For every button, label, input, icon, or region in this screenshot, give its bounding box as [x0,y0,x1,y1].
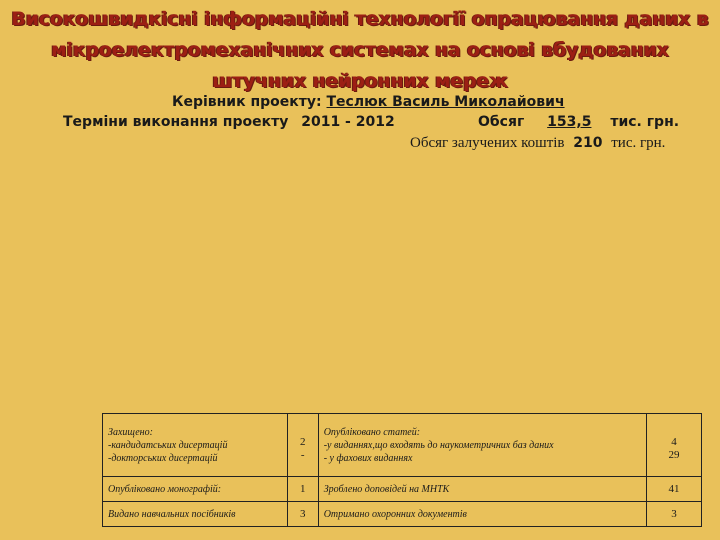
project-volume-label: Обсяг [478,114,525,130]
attracted-funds [410,135,665,152]
project-terms-value: 2011 - 2012 [301,114,395,130]
cell-line: Опубліковано статей: [323,426,421,438]
attracted-funds-label: Обсяг залучених коштів [410,135,565,151]
monographs-value: 1 [287,477,318,502]
cell-value: 4 [671,436,677,448]
patents-value: 3 [647,502,702,527]
table-row [103,414,702,477]
project-volume [478,114,679,130]
project-leader-name: Теслюк Василь Миколайович [326,94,565,110]
table-row [103,502,702,527]
project-leader-label: Керівник проекту: [172,94,322,110]
project-title-line-3: штучних нейронних мереж [212,70,508,92]
defended-theses-cell [103,414,288,477]
project-terms [63,114,395,130]
table-row [103,477,702,502]
published-articles-values [647,414,702,477]
textbooks-value: 3 [287,502,318,527]
cell-line: -кандидатських дисертацій [108,439,228,451]
attracted-funds-unit: тис. грн. [611,135,666,151]
cell-value: - [300,449,305,461]
cell-line: -докторських дисертацій [108,452,218,464]
defended-theses-values [287,414,318,477]
project-title-line-2: мікроелектромеханічних системах на основі вбудованих [51,39,669,61]
results-table [102,413,702,527]
textbooks-label: Видано навчальних посібників [103,502,288,527]
cell-value: 2 [299,436,306,448]
patents-label: Отримано охоронних документів [318,502,646,527]
project-title [10,4,710,97]
cell-line: Захищено: [108,426,153,438]
cell-line: - у фахових виданнях [323,452,413,464]
cell-line: -у виданнях,що входять до наукометричних баз даних [323,439,554,451]
project-volume-unit: тис. грн. [610,114,680,130]
project-leader [172,94,565,110]
reports-value: 41 [647,477,702,502]
project-volume-value: 153,5 [547,114,592,130]
project-title-line-1: Високошвидкісні інформаційні технології опрацювання даних в [11,8,709,30]
attracted-funds-value: 210 [573,135,603,151]
reports-label: Зроблено доповідей на МНТК [318,477,646,502]
published-articles-cell [318,414,646,477]
cell-value: 29 [668,449,680,461]
monographs-label: Опубліковано монографій: [103,477,288,502]
project-terms-label: Терміни виконання проекту [63,114,289,130]
